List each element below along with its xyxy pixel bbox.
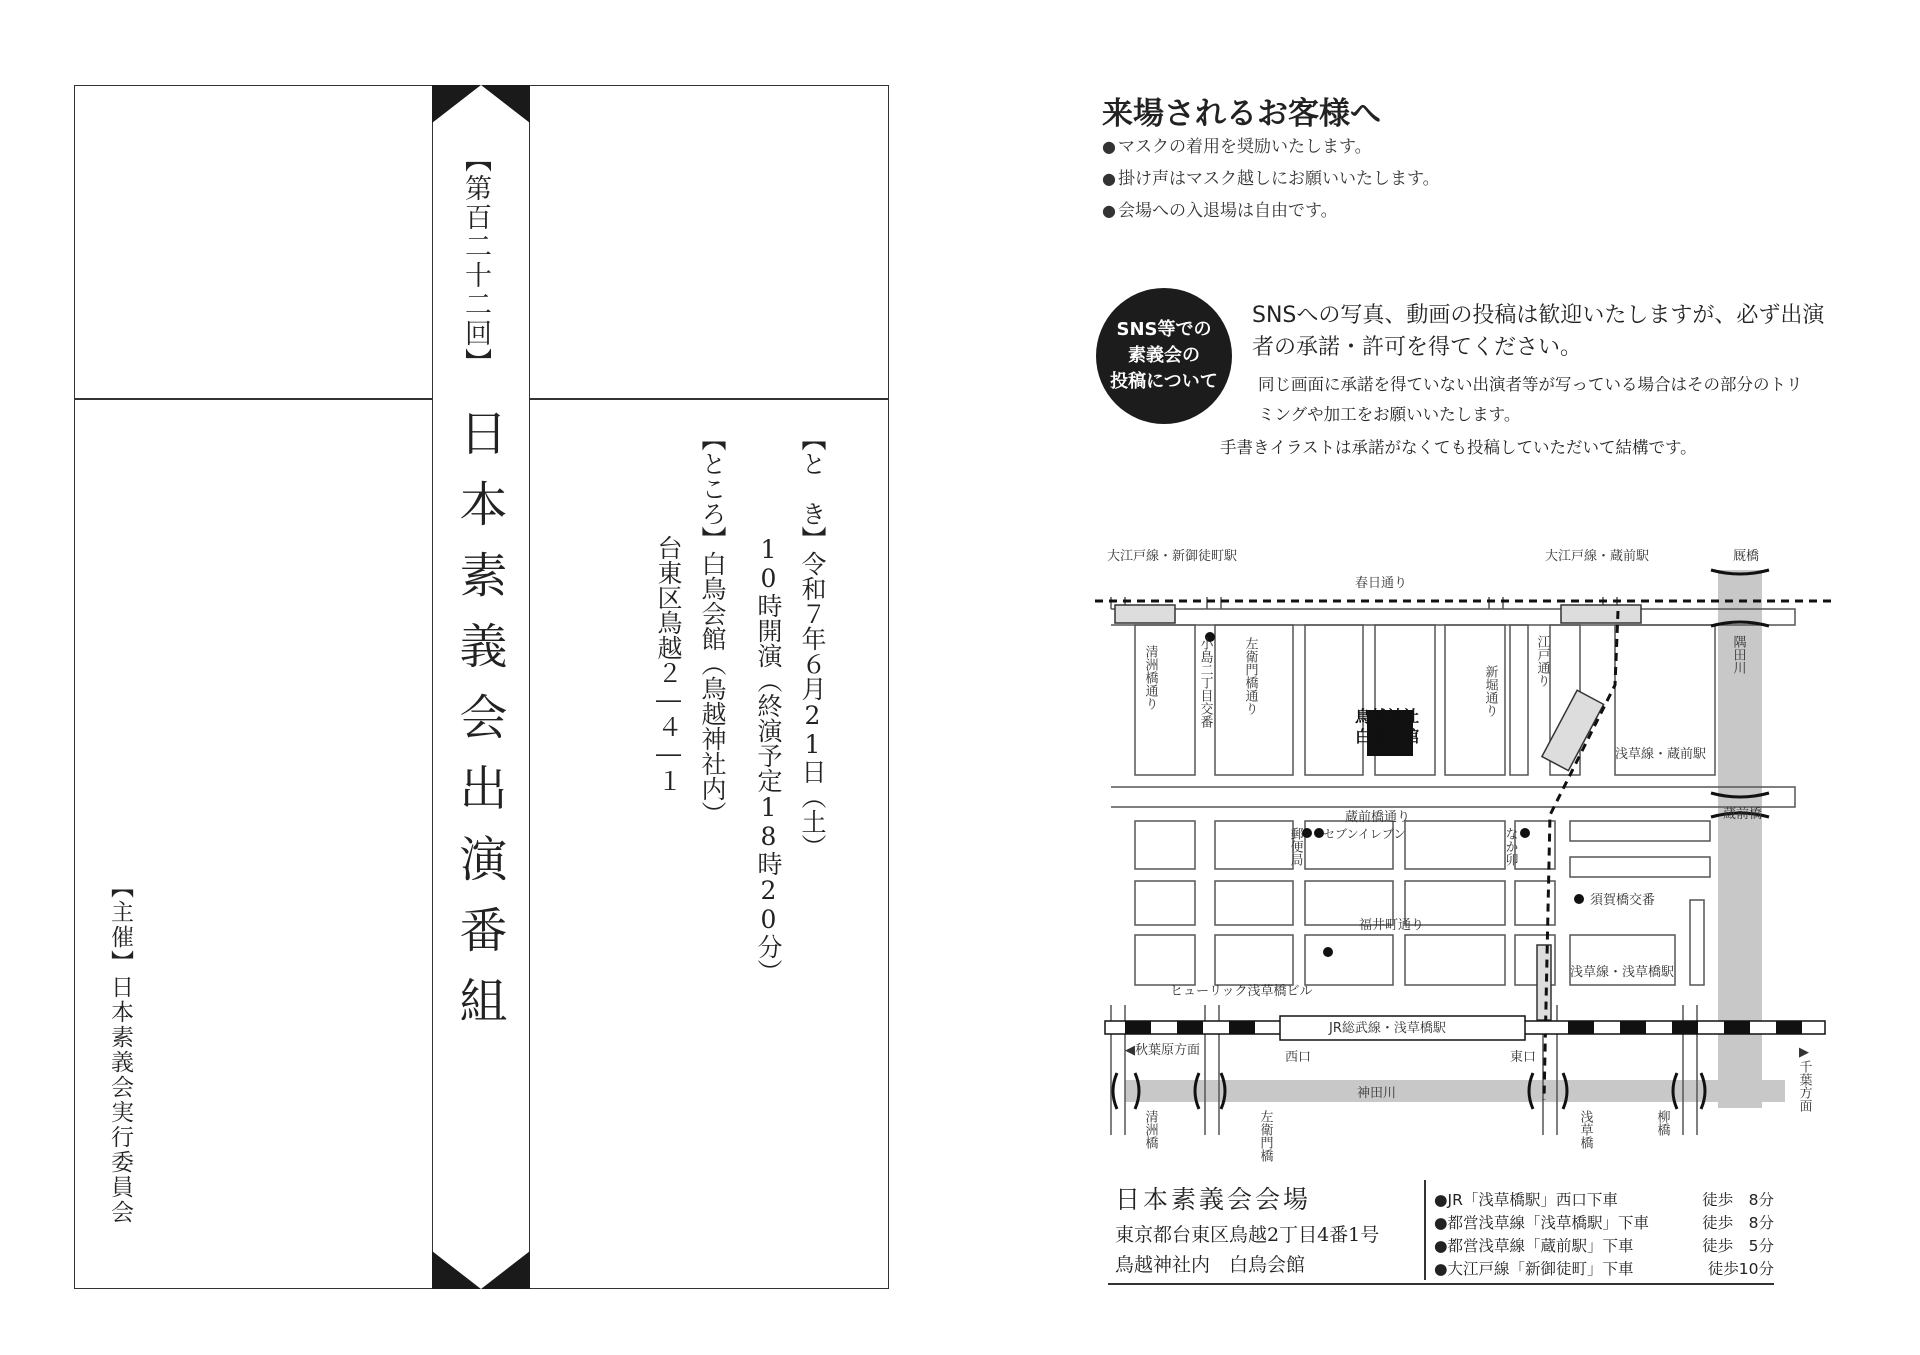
fukui-street-label: 福井町通り xyxy=(1359,918,1425,933)
shinbori-street-label: 新堀通り xyxy=(1482,665,1498,717)
bullet-icon: ● xyxy=(1434,1191,1448,1209)
organizer-block xyxy=(108,875,131,1225)
yanagi-bridge-label: 柳橋 xyxy=(1654,1110,1670,1136)
access-row xyxy=(1434,1211,1774,1233)
kuramae-asakusa-station-box xyxy=(1542,690,1604,770)
shrine-hall-label: 白鳥会館 xyxy=(1355,727,1420,746)
access-time: 徒歩 8分 xyxy=(1702,1214,1774,1232)
sns-badge xyxy=(1096,288,1232,424)
organizer-label: 【主催】 xyxy=(107,875,133,975)
place-value: 白鳥会館（鳥越神社内） xyxy=(698,551,727,826)
asakusa-line-asakusabashi-label: 浅草線・浅草橋駅 xyxy=(1570,965,1675,980)
nakau-label: なか卯 xyxy=(1502,827,1518,866)
place-label: 【ところ】 xyxy=(698,426,727,551)
bullet-icon: ● xyxy=(1434,1237,1448,1255)
sns-trimming-note: 同じ画面に承諾を得ていない出演者等が写っている場合はその部分のトリミングや加工をお願いいたします。 xyxy=(1258,375,1803,424)
access-time: 徒歩10分 xyxy=(1707,1260,1774,1278)
seven-eleven-label: セブンイレブン xyxy=(1323,827,1406,841)
umaya-bridge-label: 厩橋 xyxy=(1733,549,1760,564)
notice-item-text: 会場への入退場は自由です。 xyxy=(1117,201,1338,221)
date-label: 【と き】 xyxy=(798,426,827,551)
seisu-bridge-street-label: 清洲橋通り xyxy=(1142,645,1158,710)
notice-item-text: 掛け声はマスク越しにお願いいたします。 xyxy=(1117,169,1440,189)
sns-badge-line: SNS等での xyxy=(1116,318,1212,340)
post-office-label: 郵便局 xyxy=(1287,827,1303,866)
sns-badge-line: 素義会の xyxy=(1128,344,1200,366)
kuramae-bridge-street-label: 蔵前橋通り xyxy=(1345,810,1411,825)
sugabashi-police-box-label: 須賀橋交番 xyxy=(1590,893,1656,908)
edo-street-label: 江戸通り xyxy=(1534,635,1550,687)
jr-station-label: JR総武線・浅草橋駅 xyxy=(1329,1021,1446,1036)
asakusa-bridge-label: 浅草橋 xyxy=(1577,1110,1593,1149)
date-block xyxy=(800,426,825,859)
city-blocks xyxy=(1111,597,1795,1135)
kasuga-street-label: 春日通り xyxy=(1355,576,1408,591)
to-akihabara-label: ◀秋葉原方面 xyxy=(1125,1043,1200,1058)
place-block xyxy=(700,426,725,826)
bullet-icon: ● xyxy=(1102,201,1116,220)
landmark-dots xyxy=(1205,632,1584,957)
east-exit-label: 東口 xyxy=(1510,1050,1537,1065)
sns-illustration-note: 手書きイラストは承諾がなくても投稿していただいて結構です。 xyxy=(1220,438,1697,457)
access-row xyxy=(1434,1234,1774,1256)
organizer-value: 日本素義会実行委員会 xyxy=(107,975,133,1225)
saemonbashi-street-label: 左衛門橋通り xyxy=(1242,637,1258,715)
shrine-name-label: 鳥越神社 xyxy=(1355,707,1420,726)
edition-label: 【第百二十二回】 xyxy=(460,145,491,377)
kanda-river-label: 神田川 xyxy=(1357,1086,1397,1101)
asakusa-line-kuramae-label: 浅草線・蔵前駅 xyxy=(1615,747,1707,762)
west-exit-label: 西口 xyxy=(1285,1050,1312,1065)
asakusabashi-asakusa-station-box xyxy=(1537,945,1551,1020)
saemon-bridge-label: 左衛門橋 xyxy=(1257,1110,1273,1162)
notice-item xyxy=(1102,164,1440,189)
access-map xyxy=(1095,535,1835,1175)
bullet-icon: ● xyxy=(1102,169,1116,188)
access-route: 大江戸線「新御徒町」下車 xyxy=(1447,1260,1634,1278)
to-chiba-label: ▶千葉方面 xyxy=(1796,1045,1812,1112)
venue-underline xyxy=(1108,1283,1774,1285)
kuramae-bridge-label: 蔵前橋 xyxy=(1723,807,1763,822)
shin-okachimachi-station-box xyxy=(1115,605,1175,623)
bullet-icon: ● xyxy=(1102,137,1116,156)
bullet-icon: ● xyxy=(1434,1214,1448,1232)
sns-main-text: SNSへの写真、動画の投稿は歓迎いたしますが、必ず出演者の承諾・許可を得てください。 xyxy=(1252,303,1825,360)
hulic-building-label: ヒューリック浅草橋ビル xyxy=(1170,984,1313,999)
access-row xyxy=(1434,1257,1774,1279)
notice-item xyxy=(1102,132,1372,157)
notice-item-text: マスクの着用を奨励いたします。 xyxy=(1117,137,1372,157)
access-row xyxy=(1434,1188,1774,1210)
notice-title: 来場されるお客様へ xyxy=(1102,96,1381,132)
address-value: 台東区鳥越２―４―１ xyxy=(654,535,683,793)
access-time: 徒歩 8分 xyxy=(1702,1191,1774,1209)
kuramae-oedo-station-box xyxy=(1561,605,1641,623)
access-divider xyxy=(1424,1180,1426,1280)
sns-badge-line: 投稿について xyxy=(1110,371,1218,393)
program-title: 日本素義会出演番組 xyxy=(451,408,507,1047)
venue-name: 日本素義会会場 xyxy=(1115,1185,1312,1214)
access-route: 都営浅草線「蔵前駅」下車 xyxy=(1447,1237,1634,1255)
bullet-icon: ● xyxy=(1434,1260,1448,1278)
access-route: JR「浅草橋駅」西口下車 xyxy=(1447,1191,1618,1209)
station-oedo-shin-okachimachi-label: 大江戸線・新御徒町駅 xyxy=(1107,549,1238,564)
access-time: 徒歩 5分 xyxy=(1702,1237,1774,1255)
sumida-river-label: 隅田川 xyxy=(1730,635,1746,674)
time-value: 10時開演（終演予定18時20分） xyxy=(754,535,783,984)
access-route: 都営浅草線「浅草橋駅」下車 xyxy=(1447,1214,1650,1232)
station-oedo-kuramae-label: 大江戸線・蔵前駅 xyxy=(1545,549,1650,564)
venue-address: 東京都台東区鳥越2丁目4番1号 xyxy=(1115,1224,1380,1246)
venue-building: 鳥越神社内 白鳥会館 xyxy=(1115,1254,1306,1276)
jr-railway xyxy=(1105,1016,1825,1040)
seisu-bridge-label: 清洲橋 xyxy=(1142,1110,1158,1149)
notice-item xyxy=(1102,196,1338,221)
kojima-police-box-label: 小島二丁目交番 xyxy=(1197,637,1213,728)
date-value: 令和７年６月21日（土） xyxy=(798,551,827,859)
